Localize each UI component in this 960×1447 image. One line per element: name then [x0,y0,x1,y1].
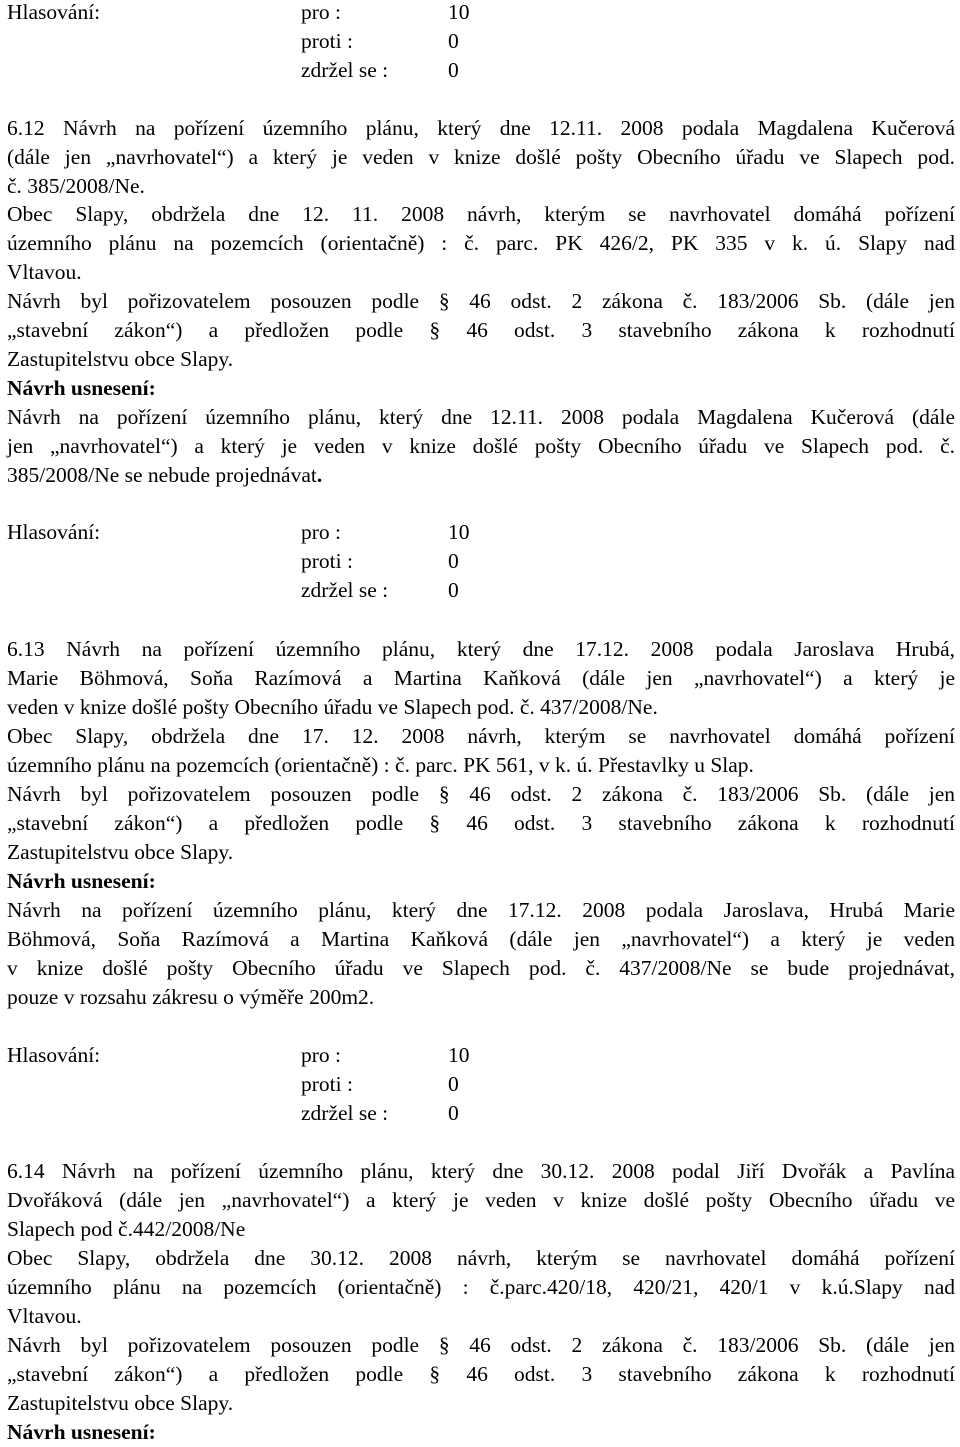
paragraph-line: Dvořáková (dále jen „navrhovatel“) a který je veden v knize došlé pošty Obecního úřadu ve [7,1188,955,1212]
vote-proti-label: proti : [301,1072,353,1096]
vote-proti-value: 0 [448,29,459,53]
paragraph-line: Návrh byl pořizovatelem posouzen podle § 46 odst. 2 zákona č. 183/2006 Sb. (dále jen [7,782,955,806]
paragraph-line: Návrh na pořízení územního plánu, který dne 17.12. 2008 podala Jaroslava, Hrubá Marie [7,898,955,922]
paragraph-line: Böhmová, Soňa Razímová a Martina Kaňková (dále jen „navrhovatel“) a který je veden [7,927,955,951]
paragraph-line: Návrh na pořízení územního plánu, který dne 12.11. 2008 podala Magdalena Kučerová (dále [7,405,955,429]
resolution-heading: Návrh usnesení: [7,869,156,893]
paragraph-line: veden v knize došlé pošty Obecního úřadu ve Slapech pod. č. 437/2008/Ne. [7,695,658,719]
resolution-heading: Návrh usnesení: [7,1420,156,1444]
paragraph-line: Vltavou. [7,1304,82,1328]
paragraph-line: 6.13 Návrh na pořízení územního plánu, který dne 17.12. 2008 podala Jaroslava Hrubá, [7,637,955,661]
vote-zdrzel-label: zdržel se : [301,1101,389,1125]
paragraph-line: Návrh byl pořizovatelem posouzen podle § 46 odst. 2 zákona č. 183/2006 Sb. (dále jen [7,1333,955,1357]
paragraph-line: č. 385/2008/Ne. [7,174,145,198]
vote-pro-value: 10 [448,1043,470,1067]
paragraph-line [7,461,955,490]
vote-label: Hlasování: [7,520,101,544]
vote-pro-value: 10 [448,0,470,24]
paragraph-line: Návrh byl pořizovatelem posouzen podle § 46 odst. 2 zákona č. 183/2006 Sb. (dále jen [7,289,955,313]
paragraph-line: Zastupitelstvu obce Slapy. [7,1391,234,1415]
paragraph-line: Marie Böhmová, Soňa Razímová a Martina Kaňková (dále jen „navrhovatel“) a který je [7,666,955,690]
vote-zdrzel-label: zdržel se : [301,578,389,602]
paragraph-line: Zastupitelstvu obce Slapy. [7,347,234,371]
vote-label: Hlasování: [7,0,101,24]
paragraph-line: Obec Slapy, obdržela dne 30.12. 2008 návrh, kterým se navrhovatel domáhá pořízení [7,1246,955,1270]
paragraph-line: 6.14 Návrh na pořízení územního plánu, který dne 30.12. 2008 podal Jiří Dvořák a Pavlína [7,1159,955,1183]
paragraph-line: „stavební zákon“) a předložen podle § 46 odst. 3 stavebního zákona k rozhodnutí [7,318,955,342]
paragraph-line: 6.12 Návrh na pořízení územního plánu, který dne 12.11. 2008 podala Magdalena Kučerová [7,116,955,140]
paragraph-line: Zastupitelstvu obce Slapy. [7,840,234,864]
resolution-heading: Návrh usnesení: [7,376,156,400]
vote-proti-label: proti : [301,29,353,53]
paragraph-line: jen „navrhovatel“) a který je veden v knize došlé pošty Obecního úřadu ve Slapech pod. č. [7,434,955,458]
paragraph-line: územního plánu na pozemcích (orientačně) : č. parc. PK 426/2, PK 335 v k. ú. Slapy nad [7,231,955,255]
vote-zdrzel-value: 0 [448,578,459,602]
paragraph-line: „stavební zákon“) a předložen podle § 46 odst. 3 stavebního zákona k rozhodnutí [7,811,955,835]
paragraph-line: Obec Slapy, obdržela dne 12. 11. 2008 návrh, kterým se navrhovatel domáhá pořízení [7,202,955,226]
vote-proti-label: proti : [301,549,353,573]
resolution-period: . [316,463,323,487]
vote-zdrzel-value: 0 [448,58,459,82]
resolution-text: 385/2008/Ne se nebude projednávat [7,463,317,487]
vote-pro-label: pro : [301,1043,342,1067]
paragraph-line: „stavební zákon“) a předložen podle § 46 odst. 3 stavebního zákona k rozhodnutí [7,1362,955,1386]
paragraph-line: Slapech pod č.442/2008/Ne [7,1217,246,1241]
vote-pro-label: pro : [301,0,342,24]
paragraph-line: (dále jen „navrhovatel“) a který je veden v knize došlé pošty Obecního úřadu ve Slapech pod. [7,145,955,169]
paragraph-line: pouze v rozsahu zákresu o výměře 200m2. [7,985,375,1009]
paragraph-line: Vltavou. [7,260,82,284]
paragraph-line: v knize došlé pošty Obecního úřadu ve Slapech pod. č. 437/2008/Ne se bude projednávat, [7,956,955,980]
vote-zdrzel-label: zdržel se : [301,58,389,82]
vote-pro-value: 10 [448,520,470,544]
paragraph-line: územního plánu na pozemcích (orientačně) : č.parc.420/18, 420/21, 420/1 v k.ú.Slapy nad [7,1275,955,1299]
vote-proti-value: 0 [448,1072,459,1096]
vote-proti-value: 0 [448,549,459,573]
vote-zdrzel-value: 0 [448,1101,459,1125]
paragraph-line: Obec Slapy, obdržela dne 17. 12. 2008 návrh, kterým se navrhovatel domáhá pořízení [7,724,955,748]
vote-pro-label: pro : [301,520,342,544]
paragraph-line: územního plánu na pozemcích (orientačně) : č. parc. PK 561, v k. ú. Přestavlky u Slap. [7,753,754,777]
vote-label: Hlasování: [7,1043,101,1067]
